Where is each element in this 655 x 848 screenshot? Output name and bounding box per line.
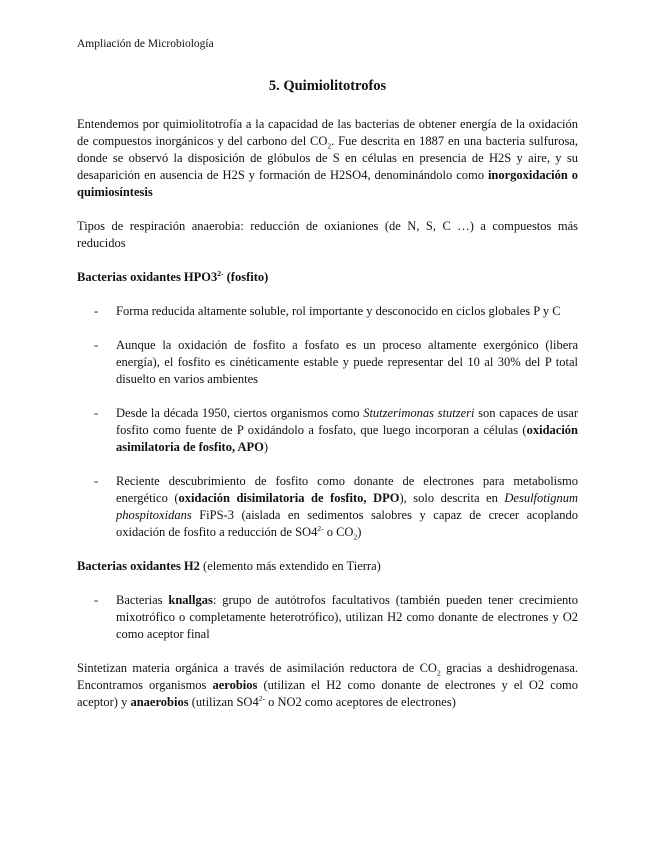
dash-bullet: - (94, 474, 99, 488)
list-item (77, 405, 578, 456)
running-header: Ampliación de Microbiología (77, 38, 214, 50)
closing-paragraph (77, 660, 578, 711)
species-name: Desulfotignum phospitoxidans (116, 491, 578, 522)
list-item-text: Reciente descubrimiento de fosfito como donante de electrones para metabolismo energético ( (116, 474, 578, 505)
phosphite-heading (77, 269, 578, 286)
list-item (77, 592, 578, 643)
hydrogen-list (77, 592, 578, 643)
respiration-paragraph: Tipos de respiración anaerobia: reducción de oxianiones (de N, S, C …) a compuestos más reducidos (77, 219, 578, 250)
subscript: 2 (436, 668, 441, 678)
list-item-text: FiPS-3 (aislada en sedimentos salobres y capaz de crecer acoplando oxidación de fosfito a reducción de SO4 (116, 508, 578, 539)
species-name: Stutzerimonas stutzeri (363, 406, 475, 420)
heading-note: (elemento más extendido en Tierra) (199, 559, 381, 573)
heading-text: Bacterias oxidantes HPO3 (77, 270, 218, 284)
superscript: 2- (317, 523, 324, 533)
list-item-text: ) (357, 525, 362, 539)
closing-text: Sintetizan materia orgánica a través de asimilación reductora de CO (77, 661, 437, 675)
intro-text: Entendemos por quimiolitotrofía a la capacidad de las bacterias de obtener energía de la oxidación de compuestos inorgánicos y del carbono del CO (77, 117, 578, 148)
document-body (77, 116, 578, 711)
intro-text: . Fue descrita en 1887 en una bacteria sulfurosa, donde se observó la disposición de glóbulos de S en células en presencia de H2S y aire, y su desaparición en ausencia de H2S y formación de H2SO4, denominándolo como (77, 134, 579, 182)
dash-bullet: - (94, 304, 99, 318)
term-bold: aerobios (212, 678, 258, 692)
subscript: 2 (327, 141, 332, 151)
closing-text: o NO2 como aceptores de electrones) (264, 695, 456, 709)
subscript: 2 (353, 532, 358, 542)
list-item-text: ) (263, 440, 269, 454)
superscript: 2- (258, 693, 265, 703)
dash-bullet: - (94, 338, 99, 352)
list-item-text: Forma reducida altamente soluble, rol importante y desconocido en ciclos globales P y C (116, 304, 561, 318)
superscript: 2- (217, 268, 224, 278)
list-item-text: o CO (323, 525, 354, 539)
list-item (77, 337, 578, 388)
closing-text: (utilizan el H2 como donante de electrones y el O2 como aceptor) y (77, 678, 578, 709)
intro-keyword: inorgoxidación o quimiosíntesis (77, 168, 578, 199)
heading-text: Bacterias oxidantes H2 (77, 559, 200, 573)
list-item-text: : grupo de autótrofos facultativos (también pueden tener crecimiento mixotrófico o completamente heterotrófico), utilizan H2 como donante de electrones y O2 como aceptor final (116, 593, 578, 641)
closing-text: (utilizan SO4 (188, 695, 259, 709)
list-item (77, 303, 578, 320)
intro-paragraph (77, 116, 578, 201)
section-title: 5. Quimiolitotrofos (268, 78, 387, 94)
term-bold: knallgas (168, 593, 213, 607)
list-item-text: Aunque la oxidación de fosfito a fosfato es un proceso altamente exergónico (libera energía), el fosfito es cinéticamente estable y puede representar del 10 al 30% del P total disuelto en varios ambientes (116, 338, 578, 386)
list-item-text: Bacterias (116, 593, 169, 607)
term-bold: anaerobios (130, 695, 189, 709)
term-bold: oxidación disimilatoria de fosfito, DPO (178, 491, 400, 505)
dash-bullet: - (94, 406, 99, 420)
heading-text: (fosfito) (223, 270, 269, 284)
list-item-text: Desde la década 1950, ciertos organismos como (116, 406, 364, 420)
list-item (77, 473, 578, 541)
phosphite-list (77, 303, 578, 541)
term-bold: oxidación asimilatoria de fosfito, APO (116, 423, 578, 454)
hydrogen-heading (77, 558, 578, 575)
list-item-text: ), solo descrita en (399, 491, 505, 505)
list-item-text: son capaces de usar fosfito como fuente de P oxidándolo a fosfato, que luego incorporan a células ( (116, 406, 578, 437)
dash-bullet: - (94, 593, 99, 607)
closing-text: gracias a deshidrogenasa. Encontramos organismos (77, 661, 578, 692)
